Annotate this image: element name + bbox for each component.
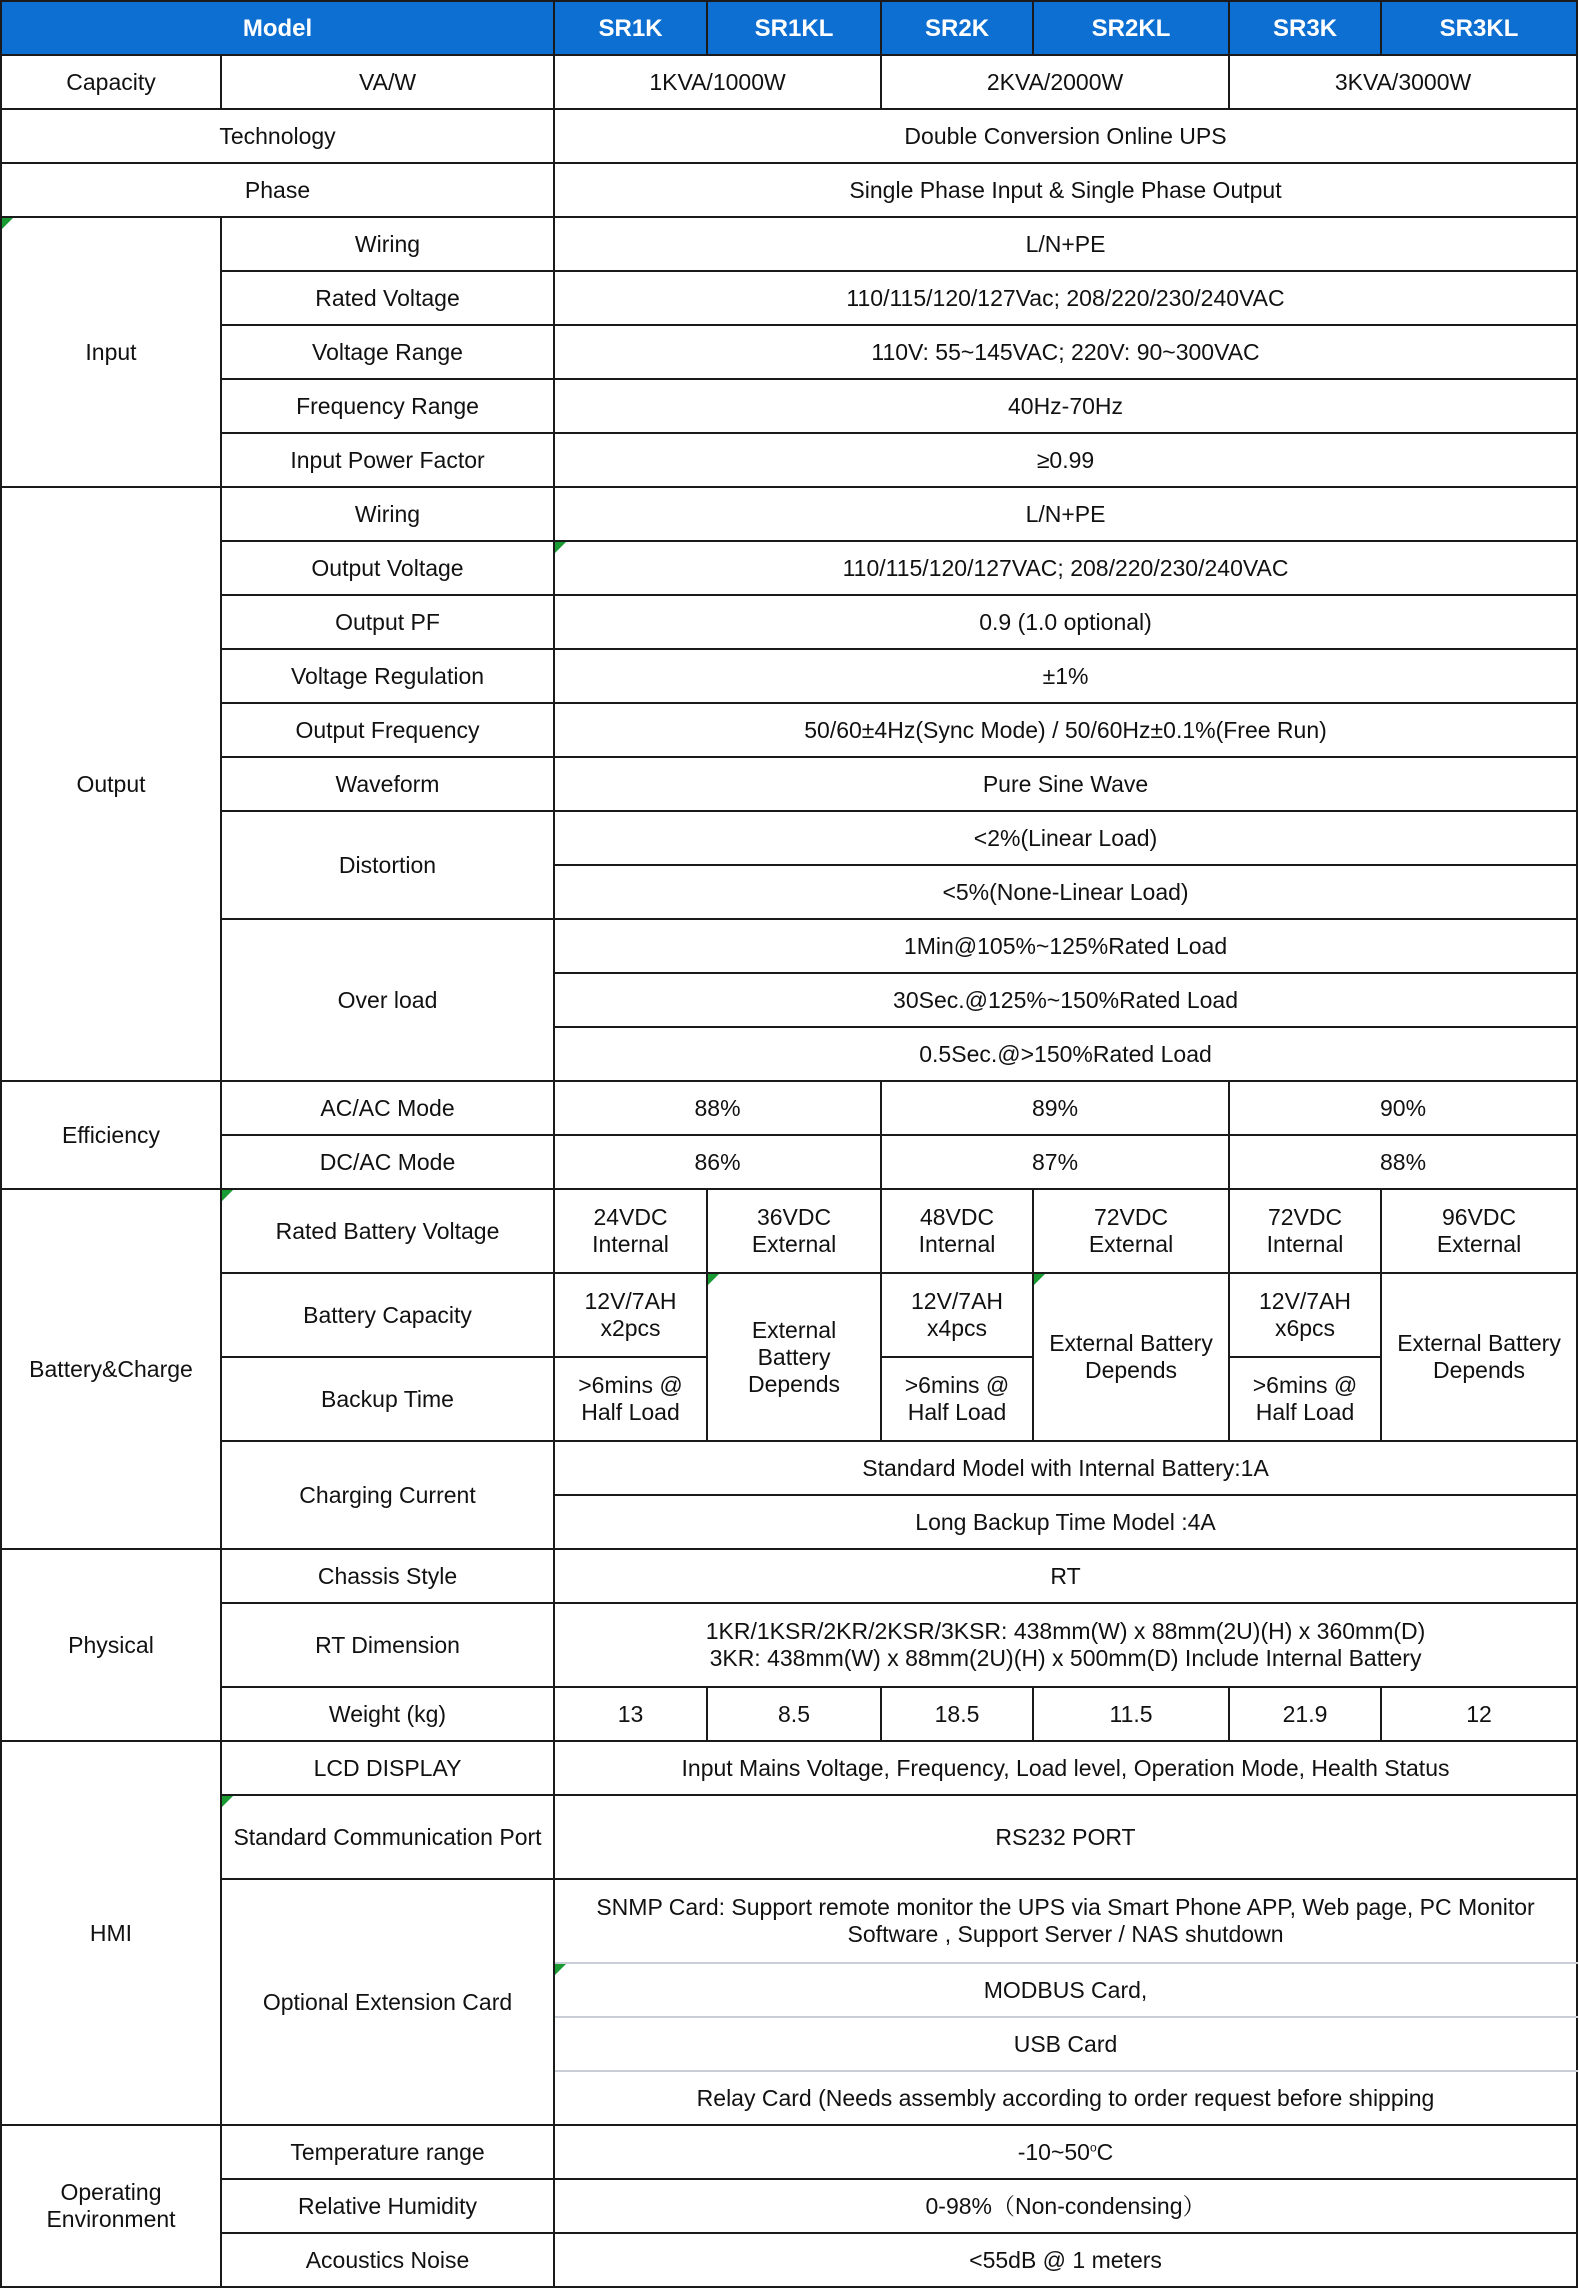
- weight-sr2kl: 11.5: [1033, 1687, 1229, 1741]
- rbv-sr1k-line2: Internal: [592, 1231, 669, 1257]
- ext-sr1kl-line2: Battery: [757, 1343, 831, 1370]
- chassis-row: [1, 1549, 1577, 1603]
- temperature-row: [1, 2125, 1577, 2179]
- humidity-row: [1, 2179, 1577, 2233]
- rbv-sr1kl-line2: External: [751, 1231, 837, 1257]
- rbv-sr1kl-line1: 36VDC: [756, 1204, 832, 1230]
- backup-sr3k: [1229, 1357, 1381, 1441]
- external-depends-sr1kl: [707, 1273, 881, 1441]
- input-group-label: [1, 217, 221, 487]
- output-frequency-value: 50/60±4Hz(Sync Mode) / 50/60Hz±0.1%(Free Run): [554, 703, 1577, 757]
- rated-battery-voltage-text: Rated Battery Voltage: [275, 1217, 500, 1244]
- weight-sr1k: 13: [554, 1687, 707, 1741]
- comment-marker: [708, 1274, 719, 1285]
- rbv-sr3kl-line1: 96VDC: [1441, 1204, 1517, 1230]
- input-voltage-range-value: 110V: 55~145VAC; 220V: 90~300VAC: [554, 325, 1577, 379]
- phase-row: [1, 163, 1577, 217]
- weight-sr1kl: 8.5: [707, 1687, 881, 1741]
- voltage-regulation-row: [1, 649, 1577, 703]
- degree-mark: o: [1089, 2139, 1097, 2154]
- capacity-3k: 3KVA/3000W: [1229, 55, 1577, 109]
- humidity-value: 0-98%（Non-condensing）: [554, 2179, 1577, 2233]
- snmp-card-value: [554, 1879, 1577, 1963]
- model-sr3k: SR3K: [1229, 1, 1381, 55]
- weight-sr3k: 21.9: [1229, 1687, 1381, 1741]
- chassis-value: RT: [554, 1549, 1577, 1603]
- extension-card-label: Optional Extension Card: [221, 1879, 554, 2125]
- snmp-row: [1, 1879, 1577, 1963]
- model-sr3kl: SR3KL: [1381, 1, 1577, 55]
- phase-label: Phase: [1, 163, 554, 217]
- comm-port-text: Standard Communication Port: [233, 1823, 542, 1850]
- modbus-card-value: [554, 1963, 1577, 2017]
- overload-value-1: 1Min@105%~125%Rated Load: [554, 919, 1577, 973]
- humidity-label: Relative Humidity: [221, 2179, 554, 2233]
- input-label-text: Input: [85, 338, 137, 365]
- dimension-label: RT Dimension: [221, 1603, 554, 1687]
- waveform-row: [1, 757, 1577, 811]
- lcd-value: Input Mains Voltage, Frequency, Load level, Operation Mode, Health Status: [554, 1741, 1577, 1795]
- overload-value-3: 0.5Sec.@>150%Rated Load: [554, 1027, 1577, 1081]
- comm-port-value: RS232 PORT: [554, 1795, 1577, 1879]
- physical-group-label: Physical: [1, 1549, 221, 1741]
- snmp-line-1: SNMP Card: Support remote monitor the UPS via Smart Phone APP, Web page, PC Monitor: [596, 1894, 1535, 1920]
- output-pf-value: 0.9 (1.0 optional): [554, 595, 1577, 649]
- input-rated-voltage-row: [1, 271, 1577, 325]
- rbv-sr2k-line1: 48VDC: [919, 1204, 995, 1230]
- rbv-sr3k-line1: 72VDC: [1267, 1204, 1343, 1230]
- ext-sr3kl-line1: External Battery: [1397, 1330, 1561, 1356]
- input-power-factor-label: Input Power Factor: [221, 433, 554, 487]
- rated-battery-voltage-label: [221, 1189, 554, 1273]
- waveform-label: Waveform: [221, 757, 554, 811]
- rbv-sr3kl-line2: External: [1436, 1231, 1522, 1257]
- comment-marker: [222, 1190, 233, 1201]
- comm-port-label: [221, 1795, 554, 1879]
- input-frequency-range-row: [1, 379, 1577, 433]
- output-voltage-text: 110/115/120/127VAC; 208/220/230/240VAC: [842, 554, 1289, 581]
- input-power-factor-row: [1, 433, 1577, 487]
- lcd-label: LCD DISPLAY: [221, 1741, 554, 1795]
- output-frequency-row: [1, 703, 1577, 757]
- environment-line-2: Environment: [46, 2206, 176, 2232]
- waveform-value: Pure Sine Wave: [554, 757, 1577, 811]
- output-voltage-value: [554, 541, 1577, 595]
- input-voltage-range-row: [1, 325, 1577, 379]
- acac-3k: 90%: [1229, 1081, 1577, 1135]
- ext-sr1kl-line1: External: [751, 1316, 837, 1343]
- external-depends-sr3kl: [1381, 1273, 1577, 1441]
- output-wiring-label: Wiring: [221, 487, 554, 541]
- backup-sr2k: [881, 1357, 1033, 1441]
- rbv-sr2k-line2: Internal: [918, 1231, 996, 1257]
- output-voltage-row: [1, 541, 1577, 595]
- usb-card-value: USB Card: [554, 2017, 1577, 2071]
- acac-1k: 88%: [554, 1081, 881, 1135]
- dcac-2k: 87%: [881, 1135, 1229, 1189]
- efficiency-dcac-row: [1, 1135, 1577, 1189]
- temperature-label: Temperature range: [221, 2125, 554, 2179]
- capacity-unit: VA/W: [221, 55, 554, 109]
- capacity-sr1k-line2: x2pcs: [600, 1315, 661, 1341]
- charging-row-1: [1, 1441, 1577, 1495]
- model-sr1kl: SR1KL: [707, 1, 881, 55]
- capacity-1k: 1KVA/1000W: [554, 55, 881, 109]
- capacity-2k: 2KVA/2000W: [881, 55, 1229, 109]
- temperature-unit: C: [1096, 2138, 1114, 2165]
- capacity-sr3k: [1229, 1273, 1381, 1357]
- output-frequency-label: Output Frequency: [221, 703, 554, 757]
- modbus-text: MODBUS Card,: [983, 1976, 1148, 2003]
- technology-label: Technology: [1, 109, 554, 163]
- rbv-sr1k: [554, 1189, 707, 1273]
- charging-long-backup-value: Long Backup Time Model :4A: [554, 1495, 1577, 1549]
- capacity-sr3k-line1: 12V/7AH: [1258, 1288, 1352, 1314]
- model-sr2k: SR2K: [881, 1, 1033, 55]
- weight-label: Weight (kg): [221, 1687, 554, 1741]
- backup-sr2k-line1: >6mins @: [904, 1372, 1010, 1398]
- backup-time-label: Backup Time: [221, 1357, 554, 1441]
- comment-marker: [555, 1964, 566, 1975]
- backup-sr1k: [554, 1357, 707, 1441]
- output-pf-row: [1, 595, 1577, 649]
- noise-row: [1, 2233, 1577, 2287]
- model-sr1k: SR1K: [554, 1, 707, 55]
- ext-sr1kl-line3: Depends: [747, 1370, 841, 1397]
- model-header: Model: [1, 1, 554, 55]
- battery-group-label: Battery&Charge: [1, 1189, 221, 1549]
- battery-capacity-row: [1, 1273, 1577, 1357]
- hmi-group-label: HMI: [1, 1741, 221, 2125]
- rbv-sr2k: [881, 1189, 1033, 1273]
- environment-line-1: Operating: [60, 2179, 162, 2205]
- capacity-sr1k: [554, 1273, 707, 1357]
- ext-sr3kl-line2: Depends: [1432, 1357, 1526, 1383]
- phase-value: Single Phase Input & Single Phase Output: [554, 163, 1577, 217]
- input-rated-voltage-value: 110/115/120/127Vac; 208/220/230/240VAC: [554, 271, 1577, 325]
- comm-port-row: [1, 1795, 1577, 1879]
- ext-sr2kl-line1: External Battery: [1049, 1330, 1213, 1356]
- technology-value: Double Conversion Online UPS: [554, 109, 1577, 163]
- capacity-sr2k: [881, 1273, 1033, 1357]
- comment-marker: [2, 218, 13, 229]
- noise-label: Acoustics Noise: [221, 2233, 554, 2287]
- output-wiring-row: [1, 487, 1577, 541]
- weight-sr2k: 18.5: [881, 1687, 1033, 1741]
- charging-standard-value: Standard Model with Internal Battery:1A: [554, 1441, 1577, 1495]
- comment-marker: [555, 542, 566, 553]
- technology-row: [1, 109, 1577, 163]
- input-frequency-range-label: Frequency Range: [221, 379, 554, 433]
- relay-card-value: Relay Card (Needs assembly according to order request before shipping: [554, 2071, 1577, 2125]
- input-rated-voltage-label: Rated Voltage: [221, 271, 554, 325]
- dimension-value: [554, 1603, 1577, 1687]
- rbv-sr3k: [1229, 1189, 1381, 1273]
- rbv-sr1k-line1: 24VDC: [593, 1204, 668, 1230]
- distortion-linear-value: <2%(Linear Load): [554, 811, 1577, 865]
- lcd-row: [1, 1741, 1577, 1795]
- backup-sr1k-line1: >6mins @: [578, 1372, 683, 1398]
- noise-value: <55dB @ 1 meters: [554, 2233, 1577, 2287]
- capacity-sr3k-line2: x6pcs: [1274, 1315, 1336, 1341]
- dcac-3k: 88%: [1229, 1135, 1577, 1189]
- acac-label: AC/AC Mode: [221, 1081, 554, 1135]
- rbv-sr3k-line2: Internal: [1266, 1231, 1344, 1257]
- dcac-1k: 86%: [554, 1135, 881, 1189]
- temperature-range-text: -10~50: [1017, 2138, 1090, 2165]
- temperature-value: [554, 2125, 1577, 2179]
- voltage-regulation-label: Voltage Regulation: [221, 649, 554, 703]
- rbv-sr2kl: [1033, 1189, 1229, 1273]
- input-voltage-range-label: Voltage Range: [221, 325, 554, 379]
- dimension-line-1: 1KR/1KSR/2KR/2KSR/3KSR: 438mm(W) x 88mm(2U)(H) x 360mm(D): [705, 1618, 1426, 1644]
- capacity-sr2k-line1: 12V/7AH: [910, 1288, 1004, 1314]
- output-group-label: Output: [1, 487, 221, 1081]
- distortion-label: Distortion: [221, 811, 554, 919]
- backup-sr3k-line1: >6mins @: [1252, 1372, 1358, 1398]
- overload-value-2: 30Sec.@125%~150%Rated Load: [554, 973, 1577, 1027]
- rbv-sr3kl: [1381, 1189, 1577, 1273]
- ext-sr2kl-line2: Depends: [1084, 1357, 1178, 1383]
- capacity-sr2k-line2: x4pcs: [926, 1315, 988, 1341]
- rbv-sr2kl-line1: 72VDC: [1093, 1204, 1169, 1230]
- backup-sr1k-line2: Half Load: [581, 1399, 680, 1425]
- rbv-sr2kl-line2: External: [1088, 1231, 1174, 1257]
- backup-sr3k-line2: Half Load: [1255, 1399, 1355, 1425]
- comment-marker: [1034, 1274, 1045, 1285]
- dimension-row: [1, 1603, 1577, 1687]
- comment-marker: [222, 1796, 233, 1807]
- distortion-row-1: [1, 811, 1577, 865]
- weight-sr3kl: 12: [1381, 1687, 1577, 1741]
- dcac-label: DC/AC Mode: [221, 1135, 554, 1189]
- input-wiring-label: Wiring: [221, 217, 554, 271]
- model-sr2kl: SR2KL: [1033, 1, 1229, 55]
- chassis-label: Chassis Style: [221, 1549, 554, 1603]
- input-wiring-value: L/N+PE: [554, 217, 1577, 271]
- environment-group-label: [1, 2125, 221, 2287]
- external-depends-sr2kl: [1033, 1273, 1229, 1441]
- overload-label: Over load: [221, 919, 554, 1081]
- voltage-regulation-value: ±1%: [554, 649, 1577, 703]
- battery-capacity-label: Battery Capacity: [221, 1273, 554, 1357]
- overload-row-1: [1, 919, 1577, 973]
- efficiency-group-label: Efficiency: [1, 1081, 221, 1189]
- input-frequency-range-value: 40Hz-70Hz: [554, 379, 1577, 433]
- snmp-line-2: Software , Support Server / NAS shutdown: [847, 1921, 1284, 1947]
- charging-current-label: Charging Current: [221, 1441, 554, 1549]
- efficiency-acac-row: [1, 1081, 1577, 1135]
- weight-row: [1, 1687, 1577, 1741]
- distortion-nonlinear-value: <5%(None-Linear Load): [554, 865, 1577, 919]
- input-power-factor-value: ≥0.99: [554, 433, 1577, 487]
- capacity-label: Capacity: [1, 55, 221, 109]
- acac-2k: 89%: [881, 1081, 1229, 1135]
- backup-sr2k-line2: Half Load: [907, 1399, 1007, 1425]
- input-wiring-row: [1, 217, 1577, 271]
- header-row: [1, 1, 1577, 55]
- output-wiring-value: L/N+PE: [554, 487, 1577, 541]
- dimension-line-2: 3KR: 438mm(W) x 88mm(2U)(H) x 500mm(D) Include Internal Battery: [709, 1645, 1422, 1671]
- output-voltage-label: Output Voltage: [221, 541, 554, 595]
- capacity-row: [1, 55, 1577, 109]
- output-pf-label: Output PF: [221, 595, 554, 649]
- rbv-sr1kl: [707, 1189, 881, 1273]
- rated-battery-voltage-row: [1, 1189, 1577, 1273]
- capacity-sr1k-line1: 12V/7AH: [584, 1288, 677, 1314]
